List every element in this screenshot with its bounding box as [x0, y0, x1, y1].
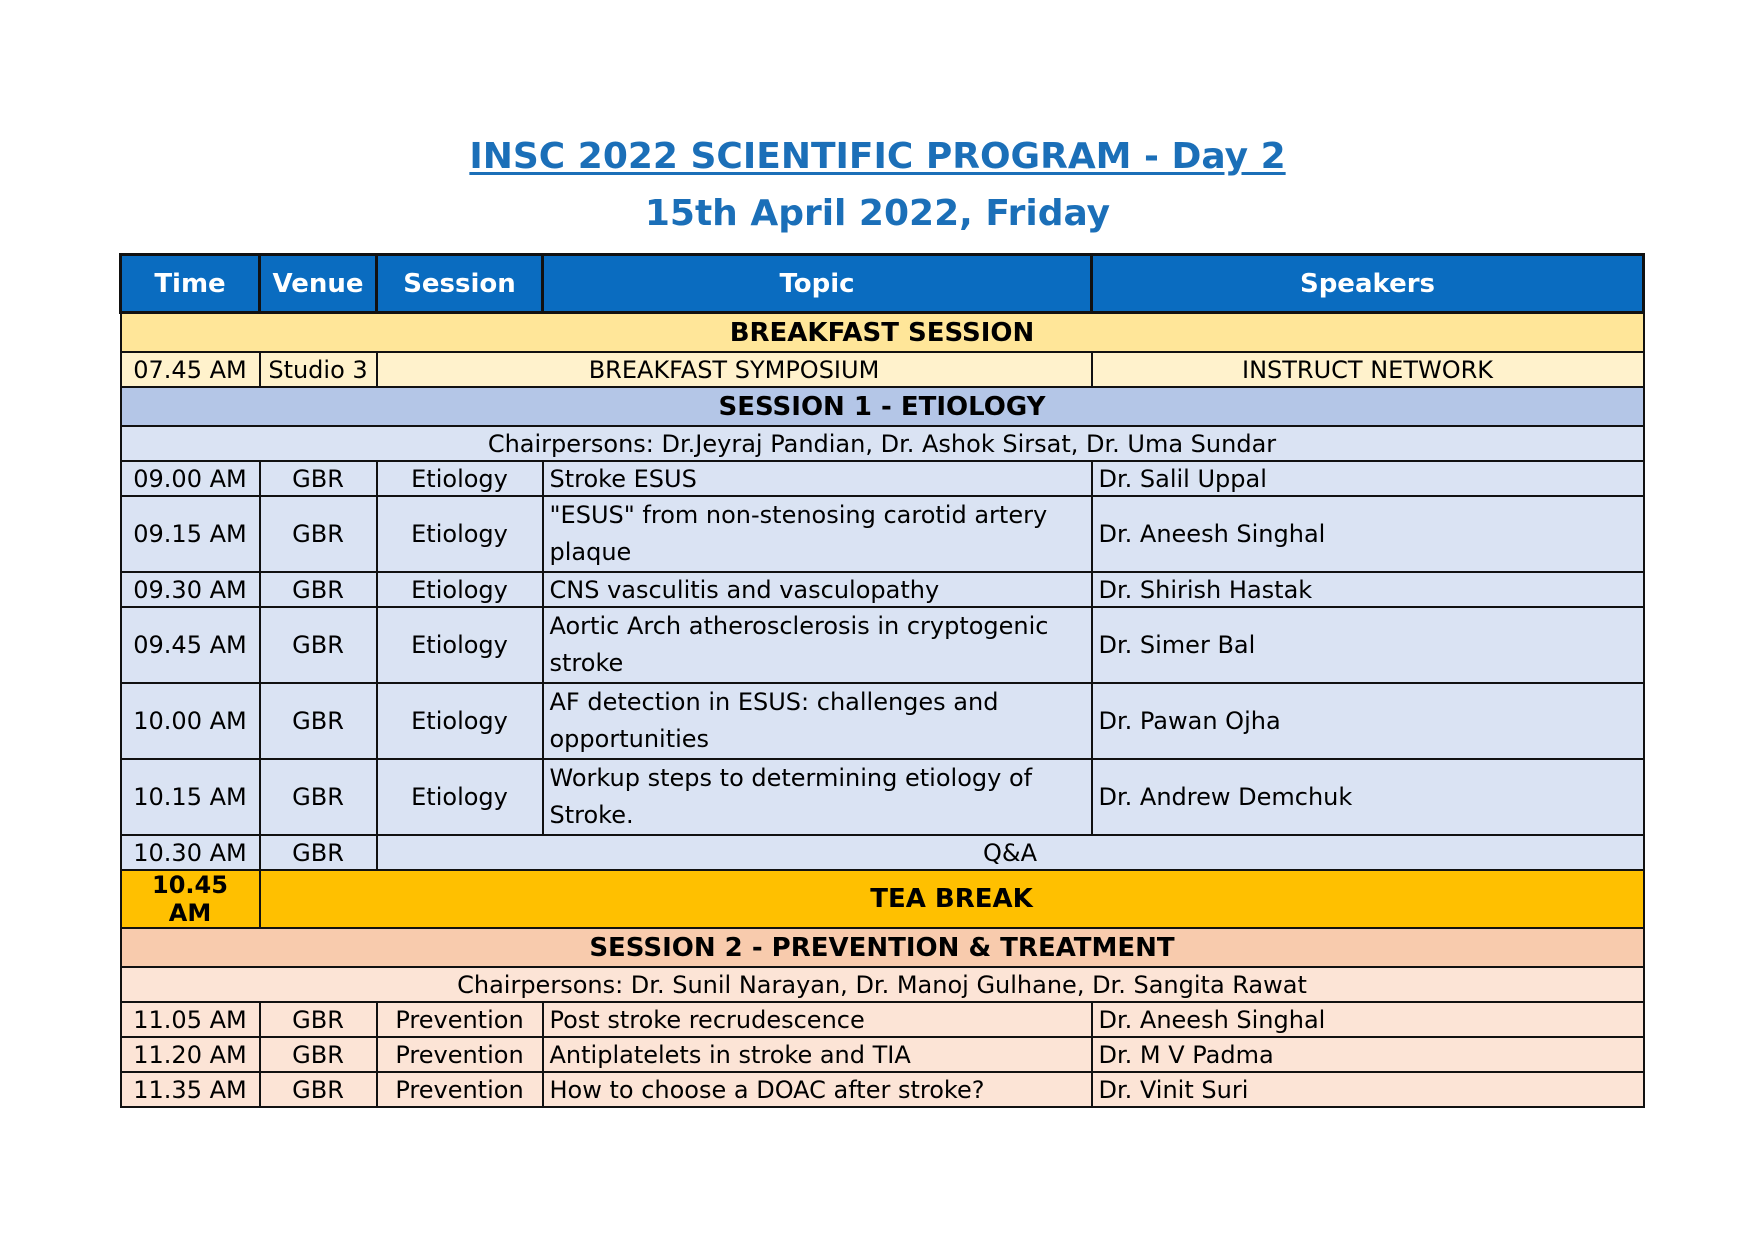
table-row — [121, 683, 1644, 759]
table-row — [121, 572, 1644, 607]
time-cell: 10.45 AM — [121, 870, 260, 928]
table-header-row — [121, 255, 1644, 313]
speaker-cell: Dr. Aneesh Singhal — [1092, 496, 1644, 572]
session2-heading-row — [121, 928, 1644, 967]
topic-cell: Antiplatelets in stroke and TIA — [543, 1037, 1092, 1072]
time-cell: 09.00 AM — [121, 461, 260, 496]
session-cell: Prevention — [377, 1072, 543, 1107]
session-cell: Prevention — [377, 1002, 543, 1037]
tea-break-row — [121, 870, 1644, 928]
topic-cell: Stroke ESUS — [543, 461, 1092, 496]
time-cell: 10.30 AM — [121, 835, 260, 870]
breakfast-heading: BREAKFAST SESSION — [121, 313, 1644, 353]
table-row — [121, 352, 1644, 387]
venue-cell: GBR — [260, 461, 377, 496]
venue-cell: GBR — [260, 683, 377, 759]
topic-cell: CNS vasculitis and vasculopathy — [543, 572, 1092, 607]
program-table — [119, 253, 1645, 1108]
table-row — [121, 461, 1644, 496]
table-row — [121, 759, 1644, 835]
time-cell: 09.45 AM — [121, 607, 260, 683]
venue-cell: GBR — [260, 496, 377, 572]
column-header-session: Session — [377, 255, 543, 313]
session1-chairpersons: Chairpersons: Dr.Jeyraj Pandian, Dr. Ashok Sirsat, Dr. Uma Sundar — [121, 426, 1644, 461]
venue-cell: GBR — [260, 1037, 377, 1072]
session-cell: Prevention — [377, 1037, 543, 1072]
session-cell: Etiology — [377, 496, 543, 572]
venue-cell: GBR — [260, 1072, 377, 1107]
chairpersons-row — [121, 426, 1644, 461]
topic-cell: "ESUS" from non-stenosing carotid artery plaque — [543, 496, 1092, 572]
session-cell: Etiology — [377, 461, 543, 496]
speaker-cell: Dr. Andrew Demchuk — [1092, 759, 1644, 835]
topic-cell: BREAKFAST SYMPOSIUM — [377, 352, 1092, 387]
session-cell: Etiology — [377, 572, 543, 607]
session-cell: Etiology — [377, 759, 543, 835]
qa-row — [121, 835, 1644, 870]
speaker-cell: Dr. Shirish Hastak — [1092, 572, 1644, 607]
speaker-cell: Dr. Simer Bal — [1092, 607, 1644, 683]
topic-cell: How to choose a DOAC after stroke? — [543, 1072, 1092, 1107]
speaker-cell: Dr. Pawan Ojha — [1092, 683, 1644, 759]
topic-cell: Aortic Arch atherosclerosis in cryptogenic stroke — [543, 607, 1092, 683]
page-date: 15th April 2022, Friday — [644, 193, 1111, 234]
table-row — [121, 1072, 1644, 1107]
table-row — [121, 1037, 1644, 1072]
session1-heading-row — [121, 387, 1644, 426]
time-cell: 07.45 AM — [121, 352, 260, 387]
time-cell: 09.30 AM — [121, 572, 260, 607]
venue-cell: GBR — [260, 572, 377, 607]
venue-cell: GBR — [260, 759, 377, 835]
speaker-cell: Dr. Aneesh Singhal — [1092, 1002, 1644, 1037]
column-header-topic: Topic — [543, 255, 1092, 313]
speaker-cell: Dr. M V Padma — [1092, 1037, 1644, 1072]
venue-cell: Studio 3 — [260, 352, 377, 387]
time-cell: 09.15 AM — [121, 496, 260, 572]
page-title: INSC 2022 SCIENTIFIC PROGRAM - Day 2 — [469, 136, 1286, 177]
venue-cell: GBR — [260, 835, 377, 870]
session-cell: Etiology — [377, 683, 543, 759]
table-row — [121, 496, 1644, 572]
time-cell: 11.20 AM — [121, 1037, 260, 1072]
time-cell: 11.05 AM — [121, 1002, 260, 1037]
column-header-time: Time — [121, 255, 260, 313]
table-row — [121, 607, 1644, 683]
venue-cell: GBR — [260, 607, 377, 683]
session2-heading: SESSION 2 - PREVENTION & TREATMENT — [121, 928, 1644, 967]
session1-heading: SESSION 1 - ETIOLOGY — [121, 387, 1644, 426]
topic-cell: Workup steps to determining etiology of Stroke. — [543, 759, 1092, 835]
topic-cell: AF detection in ESUS: challenges and opportunities — [543, 683, 1092, 759]
time-cell: 10.00 AM — [121, 683, 260, 759]
venue-cell: GBR — [260, 1002, 377, 1037]
column-header-venue: Venue — [260, 255, 377, 313]
speaker-cell: INSTRUCT NETWORK — [1092, 352, 1644, 387]
tea-break-label: TEA BREAK — [260, 870, 1644, 928]
time-cell: 11.35 AM — [121, 1072, 260, 1107]
chairpersons-row — [121, 967, 1644, 1002]
time-cell: 10.15 AM — [121, 759, 260, 835]
qa-label: Q&A — [377, 835, 1644, 870]
topic-cell: Post stroke recrudescence — [543, 1002, 1092, 1037]
speaker-cell: Dr. Vinit Suri — [1092, 1072, 1644, 1107]
column-header-speakers: Speakers — [1092, 255, 1644, 313]
breakfast-heading-row — [121, 313, 1644, 353]
session-cell: Etiology — [377, 607, 543, 683]
session2-chairpersons: Chairpersons: Dr. Sunil Narayan, Dr. Manoj Gulhane, Dr. Sangita Rawat — [121, 967, 1644, 1002]
table-row — [121, 1002, 1644, 1037]
speaker-cell: Dr. Salil Uppal — [1092, 461, 1644, 496]
